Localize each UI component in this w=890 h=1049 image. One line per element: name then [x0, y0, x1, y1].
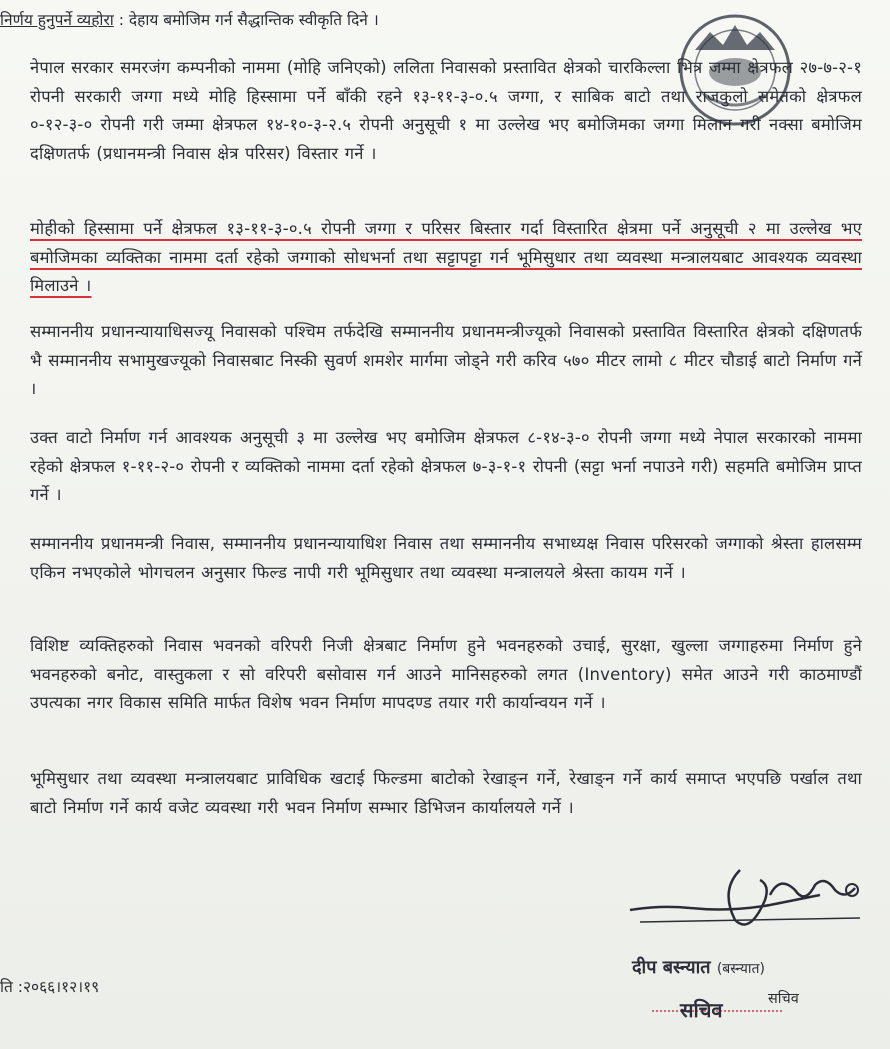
signatory-name-text: दीप बस्न्यात: [632, 957, 711, 978]
heading-label: निर्णय हुनुपर्ने व्यहोरा: [0, 11, 114, 29]
paragraph-1: नेपाल सरकार समरजंग कम्पनीको नाममा (मोहि जनिएको) ललिता निवासको प्रस्तावित क्षेत्रको चारकिल्ला भित्र जम्मा क्षेत्रफल २७-७-२-१ रोपनी सरकारी जग्गा मध्ये मोहि हिस्सामा पर्ने बाँकी रहने १३-११-३-०.५ जग्गा, र साबिक बाटो तथा राजकुलो समेतको क्षेत्रफल ०-१२-३-० रोपनी गरी जम्मा क्षेत्रफल १४-१०-३-२.५ रोपनी अनुसूची १ मा उल्लेख भए बमोजिमका जग्गा मिलान गरी नक्सा बमोजिम दक्षिणतर्फ (प्रधानमन्त्री निवास क्षेत्र परिसर) विस्तार गर्ने ।: [30, 58, 862, 163]
signatory-title-printed: सचिव: [768, 991, 799, 1007]
signatory-name: [632, 955, 765, 979]
paragraph-4: उक्त वाटो निर्माण गर्न आवश्यक अनुसूची ३ मा उल्लेख भए बमोजिम क्षेत्रफल ८-१४-३-० रोपनी जग्गा मध्ये नेपाल सरकारको नाममा रहेको क्षेत्रफल १-११-२-० रोपनी र व्यक्तिको नाममा दर्ता रहेको क्षेत्रफल ७-३-१-१ रोपनी (सट्टा भर्ना नपाउने गरी) सहमति बमोजिम प्राप्त गर्ने ।: [30, 428, 862, 504]
heading-text: देहाय बमोजिम गर्न सैद्धान्तिक स्वीकृति दिने ।: [128, 11, 379, 29]
document-date: ति :२०६६।१२।१९: [0, 978, 100, 996]
signature-icon: [620, 850, 870, 940]
signatory-suffix: (बस्न्यात): [716, 961, 765, 977]
paragraph-2: [30, 215, 862, 301]
decision-heading: [0, 8, 379, 30]
signatory-title-stamp: सचिव: [680, 998, 723, 1022]
paragraph-7: भूमिसुधार तथा व्यवस्था मन्त्रालयबाट प्राविधिक खटाई फिल्डमा बाटोको रेखाङ्न गर्ने, रेखाङ्न गर्ने कार्य समाप्त भएपछि पर्खाल तथा बाटो निर्माण गर्ने कार्य वजेट व्यवस्था गरी भवन निर्माण सम्भार डिभिजन कार्यालयले गर्ने ।: [30, 769, 862, 817]
paragraph-3: सम्माननीय प्रधानन्यायाधिसज्यू निवासको पश्चिम तर्फदेखि सम्माननीय प्रधानमन्त्रीज्यूको निवासको प्रस्तावित विस्तारित क्षेत्रको दक्षिणतर्फ भै सम्माननीय सभामुखज्यूको निवासबाट निस्की सुवर्ण शमशेर मार्गमा जोड्ने गरी करिव ५७० मीटर लामो ८ मीटर चौडाई बाटो निर्माण गर्ने ।: [30, 322, 862, 398]
paragraph-6: विशिष्ट व्यक्तिहरुको निवास भवनको वरिपरी निजी क्षेत्रबाट निर्माण हुने भवनहरुको उचाई, सुरक्षा, खुल्ला जग्गाहरुमा निर्माण हुने भवनहरुको बनोट, वास्तुकला र सो वरिपरी बसोवास गर्न आउने मानिसहरुको लगत (Inventory) समेत आउने गरी काठमाण्डौं उपत्यका नगर विकास समिति मार्फत विशेष भवन निर्माण मापदण्ड तयार गरी कार्यान्वयन गर्ने ।: [30, 636, 862, 712]
heading-separator: :: [113, 11, 129, 29]
paragraph-2-text: मोहीको हिस्सामा पर्ने क्षेत्रफल १३-११-३-०.५ रोपनी जग्गा र परिसर बिस्तार गर्दा विस्तारित क्षेत्रमा पर्ने अनुसूची २ मा उल्लेख भए बमोजिमका व्यक्तिका नाममा दर्ता रहेको जग्गाको सोधभर्ना तथा सट्टापट्टा गर्न भूमिसुधार तथा व्यवस्था मन्त्रालयबाट आवश्यक व्यवस्था मिलाउने ।: [30, 219, 862, 295]
paragraph-5: सम्माननीय प्रधानमन्त्री निवास, सम्माननीय प्रधानन्यायाधिश निवास तथा सम्माननीय सभाध्यक्ष निवास परिसरको जग्गाको श्रेस्ता हालसम्म एकिन नभएकोले भोगचलन अनुसार फिल्ड नापी गरी भूमिसुधार तथा व्यवस्था मन्त्रालयले श्रेस्ता कायम गर्ने ।: [30, 534, 862, 582]
